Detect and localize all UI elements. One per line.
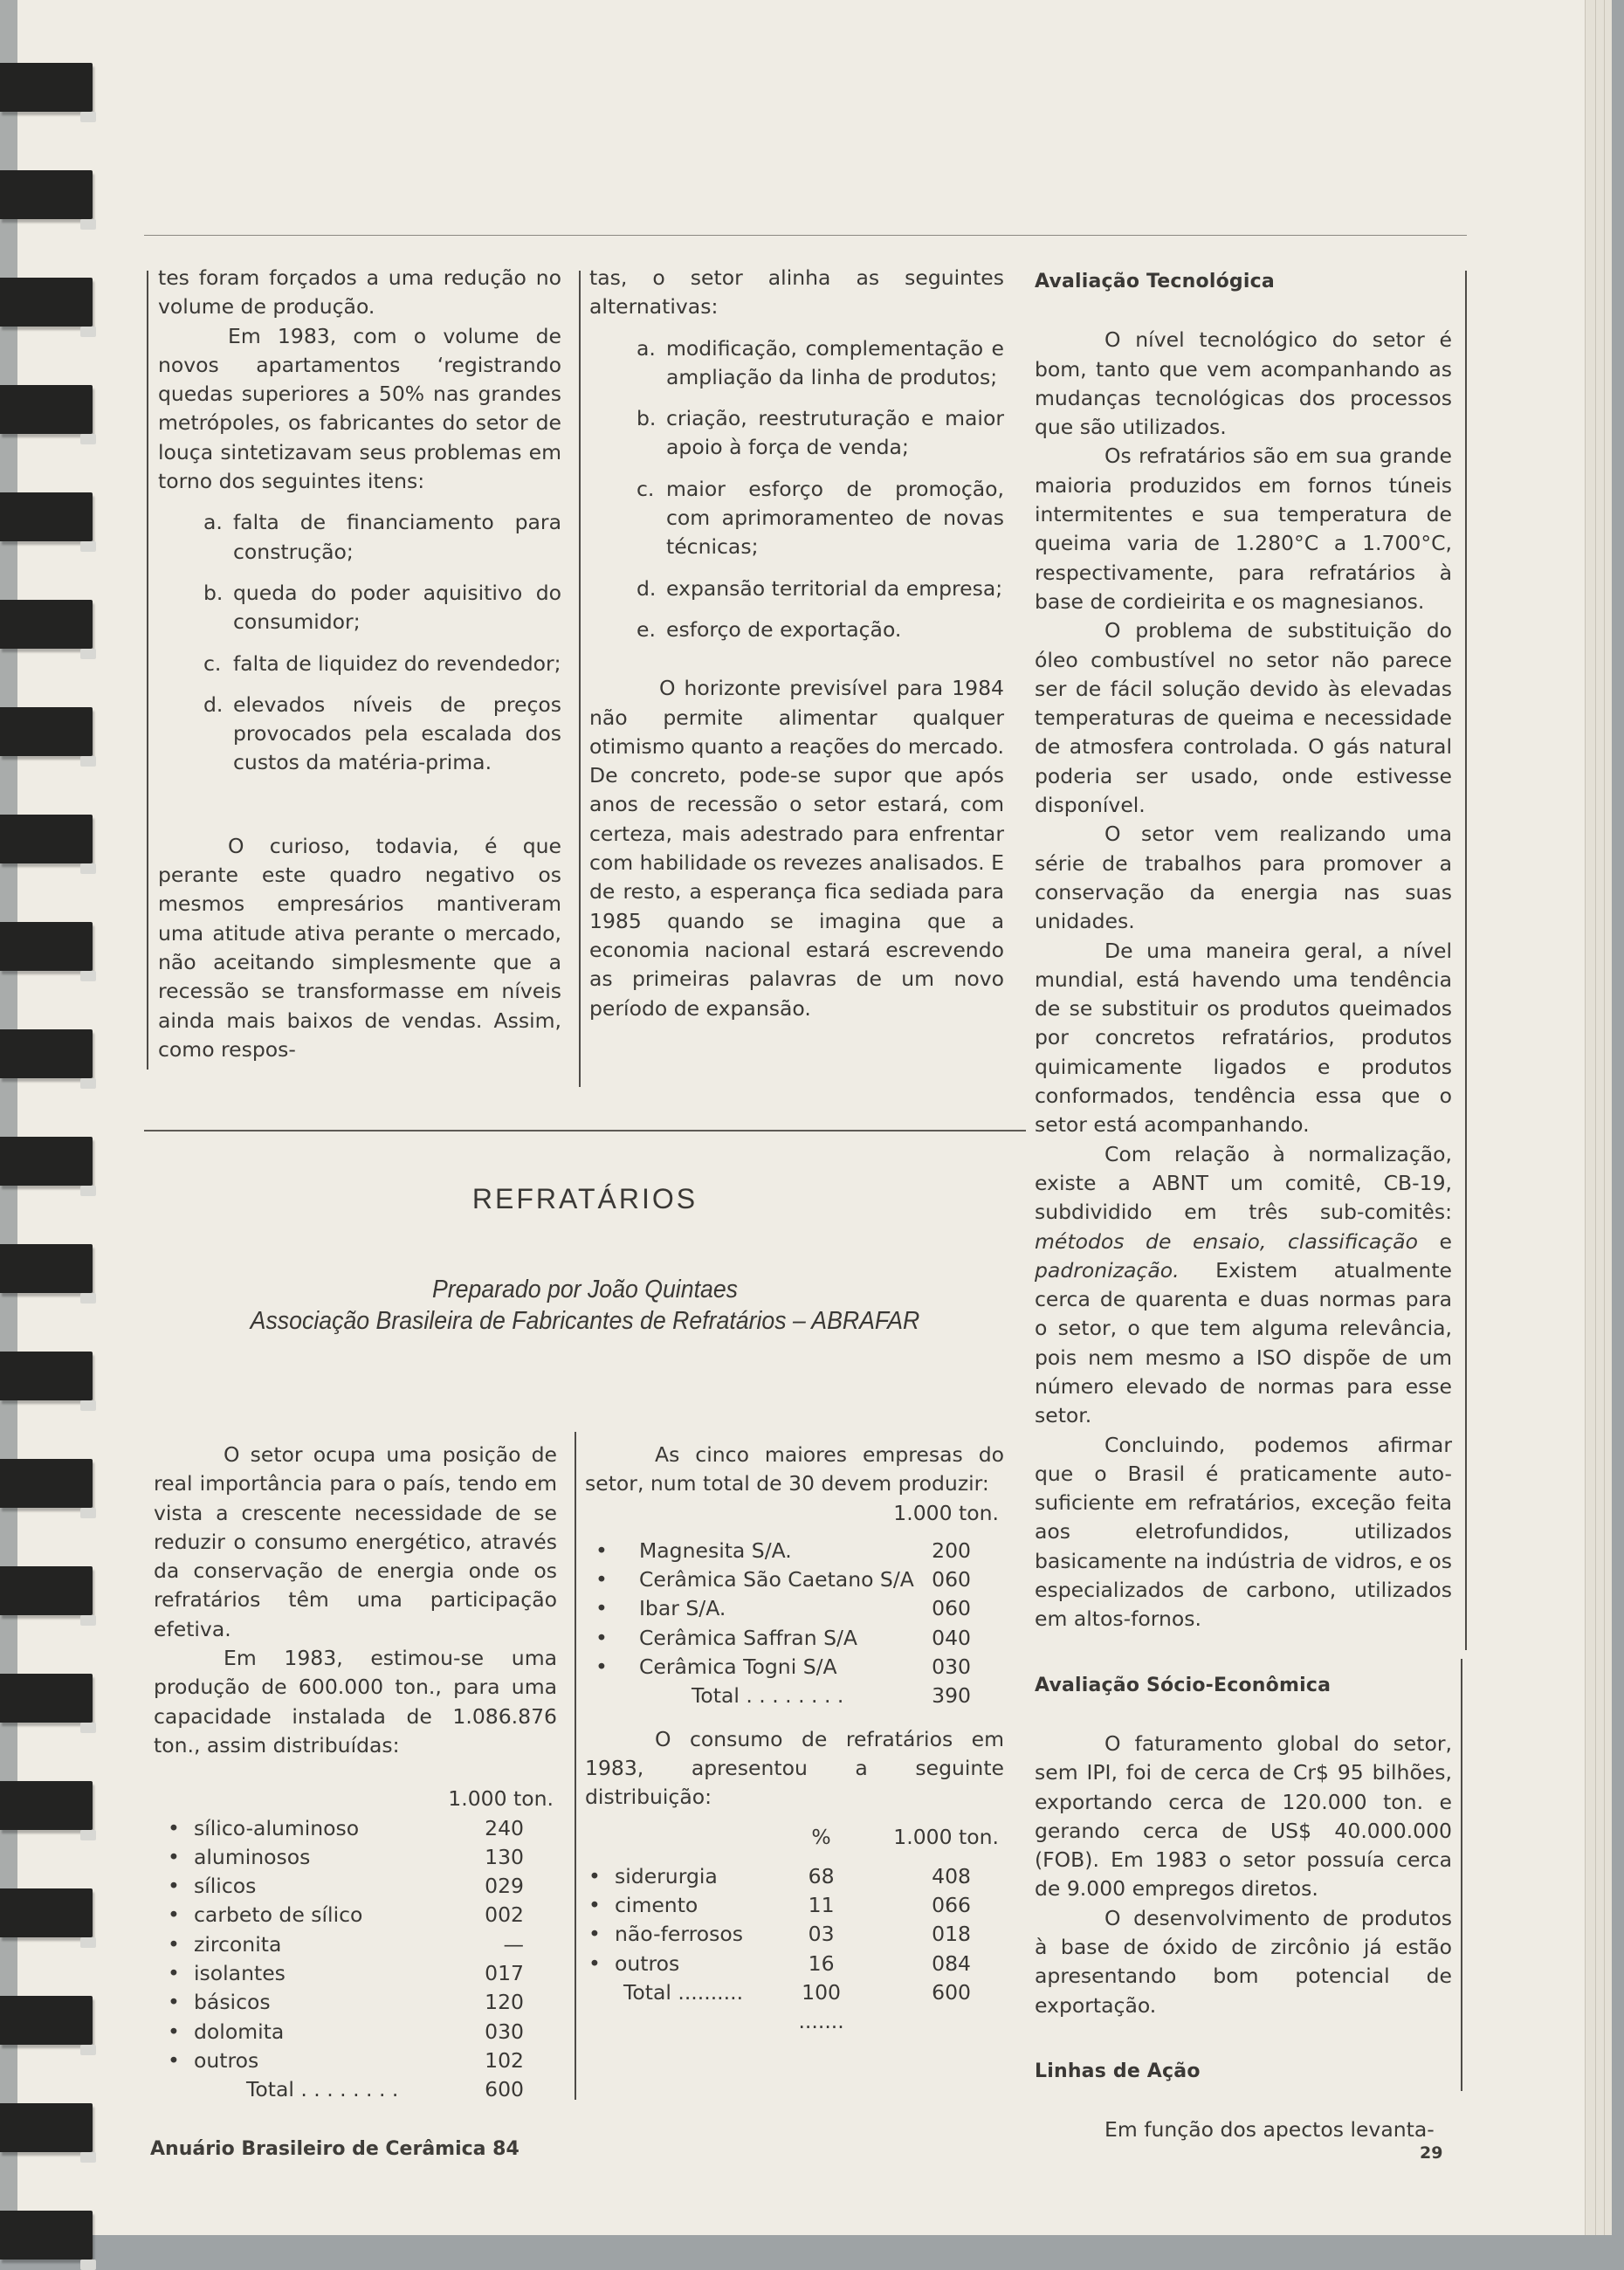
row-value: 066	[932, 1893, 971, 1918]
list-item: d. expansão territorial da empresa;	[637, 575, 1003, 601]
paragraph: Os refratários são em sua grande maioria produzidos em fornos túneis intermitentes e sua temperatura de queima varia de 1.280°C a 1.700°C, respectivamente, para refratários à base de cordieirita e os magnesianos.	[1035, 444, 1452, 614]
alternatives-list	[602, 334, 1004, 645]
bullet-icon: •	[588, 1950, 601, 1976]
row-label: Magnesita S/A.	[639, 1537, 792, 1563]
total-row	[585, 1978, 1004, 2037]
table-row	[585, 1594, 1004, 1623]
total-value: 600	[485, 2077, 524, 2102]
row-label: aluminosos	[194, 1844, 311, 1869]
table-row	[585, 1862, 1004, 1891]
page-stack-edge	[1604, 0, 1612, 2235]
row-value: 030	[932, 1654, 971, 1680]
paragraph: O problema de substituição do óleo combustível no setor não parece ser de fácil solução devido às elevadas temperaturas de queima e necessidade de atmosfera controlada. O gás natural poderia ser usado, onde estivesse disponível.	[1035, 618, 1452, 818]
row-pct: 03	[808, 1922, 835, 1947]
page-number: 29	[1420, 2143, 1443, 2163]
bullet-icon: •	[168, 1844, 180, 1869]
unit-label: 1.000 ton.	[448, 1786, 554, 1812]
paragraph: O horizonte previsível para 1984 não permite alimentar qualquer otimismo quanto a reações do mercado. De concreto, pode-se supor que após anos de recessão o setor estará, com certeza, mais adestrado para enfrentar com habilidade os revezes analisados. E de resto, a esperança fica sediada para 1985 quando se imagina que a economia nacional estará escrevendo as primeiras palavras de um novo período de expansão.	[589, 676, 1004, 1021]
binding-ring	[0, 1996, 93, 2045]
row-pct: 16	[808, 1950, 835, 1976]
paragraph: O setor vem realizando uma série de trabalhos para promover a conservação da energia nas suas unidades.	[1035, 822, 1452, 934]
row-value: 029	[485, 1874, 524, 1899]
bullet-icon: •	[595, 1654, 608, 1680]
list-item: c. falta de liquidez do revendedor;	[203, 650, 561, 676]
binding-ring	[0, 170, 93, 219]
table-row	[168, 1988, 557, 2017]
row-value: 040	[932, 1625, 971, 1650]
table-row	[168, 1843, 557, 1872]
section-heading: Linhas de Ação	[1035, 2060, 1201, 2082]
total-value: 390	[932, 1683, 971, 1709]
top-column-2	[589, 264, 1004, 1023]
column-divider	[1465, 271, 1467, 1650]
table-row	[585, 1653, 1004, 1682]
row-value: 240	[485, 1815, 524, 1840]
header-row	[585, 1823, 1004, 1852]
bullet-icon: •	[168, 2019, 180, 2044]
binding-ring	[0, 2103, 93, 2152]
bullet-icon: •	[595, 1596, 608, 1621]
binding-ring	[0, 1244, 93, 1293]
table-row	[168, 1872, 557, 1901]
list-item: e. esforço de exportação.	[637, 616, 902, 642]
row-pct: 68	[808, 1863, 835, 1888]
total-row	[585, 1682, 1004, 1710]
total-row	[168, 2075, 557, 2104]
paragraph: O setor ocupa uma posição de real importância para o país, tendo em vista a crescente necessidade de se reduzir o consumo energético, através da conservação de energia onde os refratários têm uma participação efetiva.	[154, 1442, 557, 1641]
row-value: 030	[485, 2019, 524, 2044]
binding-ring	[0, 600, 93, 649]
row-value: 002	[485, 1902, 524, 1928]
row-value: 017	[485, 1961, 524, 1986]
list-item: b. queda do poder aquisitivo do consumidor;	[203, 580, 561, 635]
row-label: sílicos	[194, 1874, 257, 1899]
binding-ring	[0, 1029, 93, 1078]
row-label: dolomita	[194, 2019, 285, 2044]
article-author: Preparado por João Quintaes	[431, 1276, 739, 1304]
row-label: carbeto de sílico	[194, 1902, 363, 1928]
binding-ring	[0, 1137, 93, 1186]
column-divider	[579, 271, 581, 1087]
row-label: outros	[615, 1950, 680, 1976]
row-label: isolantes	[194, 1961, 286, 1986]
list-item: d. elevados níveis de preços provocados pela escalada dos custos da matéria-prima.	[203, 691, 561, 775]
total-label: Total . . . . . . . .	[692, 1683, 844, 1709]
row-label: outros	[194, 2047, 259, 2073]
article-organization: Associação Brasileira de Fabricantes de Refratários – ABRAFAR	[250, 1307, 920, 1335]
row-pct: 11	[808, 1893, 835, 1918]
table-row	[585, 1950, 1004, 1978]
paragraph: Em 1983, estimou-se uma produção de 600.000 ton., para uma capacidade instalada de 1.086.876 ton., assim distribuídas:	[154, 1646, 557, 1758]
binding-ring	[0, 2211, 93, 2260]
row-value: 060	[932, 1596, 971, 1621]
row-value: —	[503, 1931, 524, 1957]
companies-table	[585, 1537, 1004, 1711]
problems-list	[169, 508, 561, 777]
binding-ring	[0, 63, 93, 112]
paragraph: O curioso, todavia, é que perante este quadro negativo os mesmos empresários mantiveram uma atitude ativa perante o mercado, não aceitando simplesmente que a recessão se transformasse em níveis ainda mais baixos de vendas. Assim, como respos-	[158, 833, 561, 1062]
bullet-icon: •	[595, 1625, 608, 1650]
bullet-icon: •	[168, 1990, 180, 2015]
article-column-2	[585, 1441, 1004, 2037]
table-row	[585, 1537, 1004, 1565]
row-value: 408	[932, 1863, 971, 1888]
article-column-3	[1035, 267, 1452, 2145]
top-rule	[144, 235, 1467, 236]
list-item: b. criação, reestruturação e maior apoio à força de venda;	[637, 406, 1004, 460]
paragraph: Em 1983, com o volume de novos apartamentos ‘registrando quedas superiores a 50% nas grandes metrópoles, os fabricantes do setor de louça sintetizavam seus problemas em torno dos seguintes itens:	[158, 323, 561, 494]
table-row	[585, 1565, 1004, 1594]
table-row	[585, 1920, 1004, 1949]
binding-ring	[0, 492, 93, 541]
list-item: a. falta de financiamento para construção;	[203, 510, 561, 564]
row-value: 018	[932, 1922, 971, 1947]
paragraph: Concluindo, podemos afirmar que o Brasil é praticamente auto-suficiente em refratários, exceção feita aos eletrofundidos, utilizados basicamente na indústria de vidros, e os especializados de carbono, utilizados em altos-fornos.	[1035, 1432, 1452, 1632]
bullet-icon: •	[595, 1537, 608, 1563]
total-label: Total ..........	[623, 1980, 744, 2005]
bullet-icon: •	[168, 1815, 180, 1840]
binding-ring	[0, 278, 93, 327]
paragraph: Com relação à normalização, existe a ABNT um comitê, CB-19, subdividido em três sub-comitês: métodos de ensaio, classificação e padronização. Existem atualmente cerca de quarenta e duas normas para o setor, o que tem alguma relevância, pois nem mesmo a ISO dispõe de um número elevado de normas para esse setor.	[1035, 1141, 1452, 1428]
row-label: siderurgia	[615, 1863, 718, 1888]
row-label: Cerâmica Saffran S/A	[639, 1625, 857, 1650]
paragraph: Em função dos apectos levanta-	[1104, 2117, 1435, 2143]
table-row	[585, 1891, 1004, 1920]
total-pct: 100 .......	[798, 1980, 844, 2034]
bullet-icon: •	[588, 1922, 601, 1947]
bullet-icon: •	[168, 1931, 180, 1957]
article-title: REFRATÁRIOS	[471, 1183, 698, 1214]
total-value: 600	[932, 1980, 971, 2005]
column-divider	[1461, 1659, 1462, 2091]
binding-ring	[0, 1781, 93, 1830]
column-divider	[147, 271, 148, 1070]
binding-ring	[0, 1674, 93, 1723]
paragraph: tas, o setor alinha as seguintes alternativas:	[589, 265, 1004, 320]
row-value: 200	[932, 1537, 971, 1563]
table-row	[168, 2046, 557, 2075]
section-heading: Avaliação Tecnológica	[1035, 271, 1275, 292]
binding-ring	[0, 922, 93, 971]
list-item: c. maior esforço de promoção, com aprimoramenteo de novas técnicas;	[637, 476, 1004, 560]
paragraph: O nível tecnológico do setor é bom, tanto que vem acompanhando as mudanças tecnológicas dos processos que são utilizados.	[1035, 327, 1452, 440]
table-row	[168, 1930, 557, 1959]
row-value: 102	[485, 2047, 524, 2073]
table-row	[168, 1901, 557, 1930]
bullet-icon: •	[168, 1902, 180, 1928]
row-label: Cerâmica Togni S/A	[639, 1654, 837, 1680]
list-item: a. modificação, complementação e ampliação da linha de produtos;	[637, 335, 1004, 389]
column-divider	[575, 1432, 576, 2100]
binding-ring	[0, 1888, 93, 1937]
binding-ring	[0, 1459, 93, 1508]
binding-ring	[0, 385, 93, 434]
publication-footer: Anuário Brasileiro de Cerâmica 84	[150, 2138, 520, 2160]
paragraph: De uma maneira geral, a nível mundial, está havendo uma tendência de se substituir os produtos queimados por concretos refratários, produtos quimicamente ligados e produtos conformados, tendência essa que o setor está acompanhando.	[1035, 938, 1452, 1138]
row-value: 120	[485, 1990, 524, 2015]
paragraph: O consumo de refratários em 1983, apresentou a seguinte distribuição:	[585, 1726, 1004, 1810]
paragraph: O faturamento global do setor, sem IPI, foi de cerca de Cr$ 95 bilhões, exportando cerca de 120.000 ton. e gerando cerca de US$ 40.000.000 (FOB). Em 1983 o setor possuía cerca de 9.000 empregos diretos.	[1035, 1730, 1452, 1902]
row-label: Cerâmica São Caetano S/A	[639, 1567, 914, 1592]
binding-ring	[0, 1352, 93, 1400]
ton-header: 1.000 ton.	[893, 1824, 999, 1849]
bullet-icon: •	[168, 1874, 180, 1899]
paragraph: O desenvolvimento de produtos à base de óxido de zircônio já estão apresentando bom potencial de exportação.	[1035, 1905, 1452, 2018]
row-label: básicos	[194, 1990, 271, 2015]
binding-ring	[0, 815, 93, 863]
article-column-1	[154, 1441, 557, 2105]
table-row	[168, 2018, 557, 2046]
row-value: 130	[485, 1844, 524, 1869]
table-row	[168, 1814, 557, 1843]
row-label: zirconita	[194, 1931, 282, 1957]
bullet-icon: •	[588, 1863, 601, 1888]
bullet-icon: •	[588, 1893, 601, 1918]
bullet-icon: •	[168, 1961, 180, 1986]
bullet-icon: •	[595, 1567, 608, 1592]
bullet-icon: •	[168, 2047, 180, 2073]
table-row	[168, 1959, 557, 1988]
paragraph: As cinco maiores empresas do setor, num total de 30 devem produzir:	[585, 1442, 1004, 1496]
unit-label: 1.000 ton.	[893, 1500, 999, 1525]
row-label: Ibar S/A.	[639, 1596, 726, 1621]
row-label: cimento	[615, 1893, 698, 1918]
row-label: sílico-aluminoso	[194, 1815, 360, 1840]
top-column-1	[158, 264, 561, 1064]
section-rule	[144, 1130, 1026, 1132]
table-row	[585, 1624, 1004, 1653]
row-value: 060	[932, 1567, 971, 1592]
row-value: 084	[932, 1950, 971, 1976]
capacity-table	[168, 1814, 557, 2105]
total-label: Total . . . . . . . .	[246, 2077, 399, 2102]
consumption-table	[585, 1823, 1004, 2037]
binding-ring	[0, 707, 93, 756]
row-label: não-ferrosos	[615, 1922, 743, 1947]
binding-ring	[0, 1566, 93, 1615]
section-heading: Avaliação Sócio-Econômica	[1035, 1674, 1332, 1696]
pct-header: %	[811, 1824, 831, 1849]
paragraph: tes foram forçados a uma redução no volume de produção.	[158, 265, 561, 320]
